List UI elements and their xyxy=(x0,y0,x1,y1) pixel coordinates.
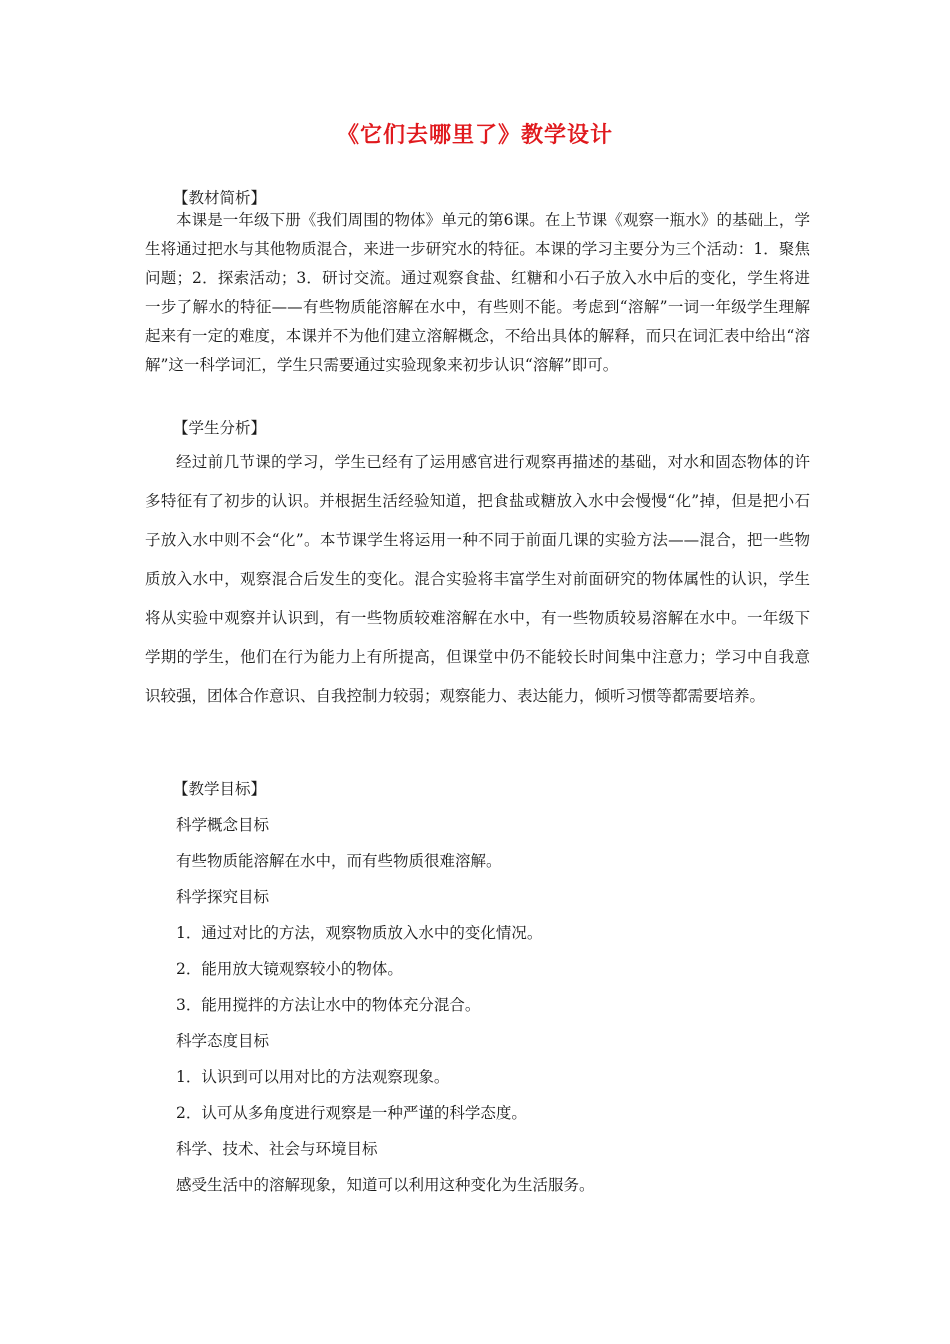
objective-item: 有些物质能溶解在水中，而有些物质很难溶解。 xyxy=(176,852,502,870)
objective-item: 1．通过对比的方法，观察物质放入水中的变化情况。 xyxy=(176,924,543,942)
objective-category-attitude: 科学态度目标 xyxy=(176,1032,270,1050)
objective-item: 感受生活中的溶解现象，知道可以利用这种变化为生活服务。 xyxy=(176,1176,595,1194)
student-analysis-paragraph: 经过前几节课的学习，学生已经有了运用感官进行观察再描述的基础，对水和固态物体的许多特征有了初步的认识。并根据生活经验知道，把食盐或糖放入水中会慢慢“化”掉，但是把小石子放入水中则不会“化”。本节课学生将运用一种不同于前面几课的实验方法——混合，把一些物质放入水中，观察混合后发生的变化。混合实验将丰富学生对前面研究的物体属性的认识，学生将从实验中观察并认识到，有一些物质较难溶解在水中，有一些物质较易溶解在水中。一年级下学期的学生，他们在行为能力上有所提高，但课堂中仍不能较长时间集中注意力；学习中自我意识较强，团体合作意识、自我控制力较弱；观察能力、表达能力，倾听习惯等都需要培养。 xyxy=(145,453,810,705)
section-heading-student-analysis: 【学生分析】 xyxy=(173,419,267,437)
document-title: 《它们去哪里了》教学设计 xyxy=(336,123,613,148)
objective-category-concept: 科学概念目标 xyxy=(176,816,270,834)
objective-category-stse: 科学、技术、社会与环境目标 xyxy=(176,1140,378,1158)
objective-item: 2．认可从多角度进行观察是一种严谨的科学态度。 xyxy=(176,1104,527,1122)
section-heading-textbook-analysis: 【教材简析】 xyxy=(173,189,267,207)
textbook-analysis-paragraph: 本课是一年级下册《我们周围的物体》单元的第6课。在上节课《观察一瓶水》的基础上，学生将通过把水与其他物质混合，来进一步研究水的特征。本课的学习主要分为三个活动：1．聚焦问题；2．探索活动；3．研讨交流。通过观察食盐、红糖和小石子放入水中后的变化，学生将进一步了解水的特征——有些物质能溶解在水中，有些则不能。考虑到“溶解”一词一年级学生理解起来有一定的难度，本课并不为他们建立溶解概念，不给出具体的解释，而只在词汇表中给出“溶解”这一科学词汇，学生只需要通过实验现象来初步认识“溶解”即可。 xyxy=(145,211,810,374)
objective-category-inquiry: 科学探究目标 xyxy=(176,888,270,906)
objective-item: 2．能用放大镜观察较小的物体。 xyxy=(176,960,403,978)
objective-item: 3．能用搅拌的方法让水中的物体充分混合。 xyxy=(176,996,481,1014)
objective-item: 1．认识到可以用对比的方法观察现象。 xyxy=(176,1068,450,1086)
section-heading-teaching-objectives: 【教学目标】 xyxy=(173,780,267,798)
